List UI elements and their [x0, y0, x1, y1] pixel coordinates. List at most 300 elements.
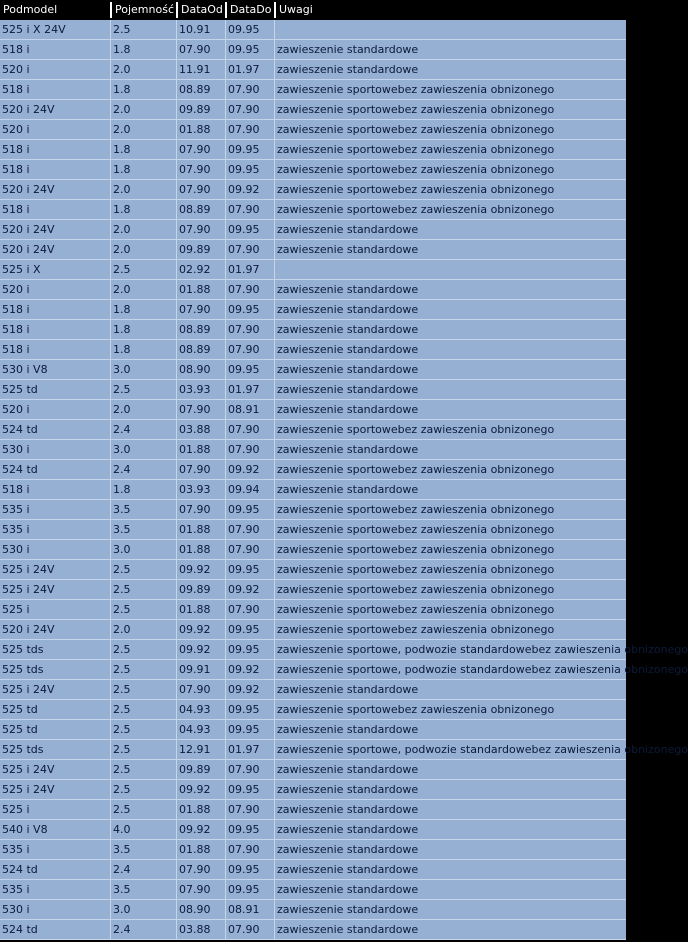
cell-podmodel[interactable]: 525 i 24V	[2, 783, 55, 796]
cell-datado[interactable]: 09.95	[228, 563, 260, 576]
cell-podmodel[interactable]: 525 i X	[2, 263, 41, 276]
cell-podmodel[interactable]: 530 i	[2, 543, 30, 556]
cell-uwagi[interactable]: zawieszenie standardowe	[277, 303, 419, 316]
table-row[interactable]	[0, 580, 626, 600]
cell-dataod[interactable]: 04.93	[179, 703, 211, 716]
table-row[interactable]	[0, 160, 626, 180]
cell-dataod[interactable]: 01.88	[179, 803, 211, 816]
cell-datado[interactable]: 09.95	[228, 43, 260, 56]
cell-dataod[interactable]: 07.90	[179, 223, 211, 236]
grid-column-divider	[274, 920, 275, 940]
cell-pojemnosc[interactable]: 3.0	[113, 443, 131, 456]
cell-uwagi[interactable]: zawieszenie standardowe	[277, 823, 419, 836]
column-header-pojemnosc[interactable]: Pojemność	[115, 3, 174, 16]
cell-datado[interactable]: 09.95	[228, 303, 260, 316]
grid-column-divider	[110, 480, 111, 500]
cell-uwagi[interactable]: zawieszenie sportowe, podwozie standardowebez zawieszenia obnizonego	[277, 743, 688, 756]
cell-podmodel[interactable]: 518 i	[2, 143, 30, 156]
table-row[interactable]	[0, 780, 626, 800]
table-row[interactable]	[0, 860, 626, 880]
cell-podmodel[interactable]: 535 i	[2, 503, 30, 516]
cell-podmodel[interactable]: 525 td	[2, 723, 38, 736]
cell-dataod[interactable]: 01.88	[179, 523, 211, 536]
cell-uwagi[interactable]: zawieszenie sportowebez zawieszenia obnizonego	[277, 583, 555, 596]
cell-uwagi[interactable]: zawieszenie sportowebez zawieszenia obnizonego	[277, 603, 555, 616]
cell-uwagi[interactable]: zawieszenie standardowe	[277, 683, 419, 696]
cell-dataod[interactable]: 07.90	[179, 863, 211, 876]
cell-datado[interactable]: 07.90	[228, 603, 260, 616]
cell-dataod[interactable]: 09.89	[179, 243, 211, 256]
cell-dataod[interactable]: 09.92	[179, 643, 211, 656]
table-row[interactable]	[0, 800, 626, 820]
cell-pojemnosc[interactable]: 2.5	[113, 603, 131, 616]
cell-uwagi[interactable]: zawieszenie standardowe	[277, 863, 419, 876]
cell-dataod[interactable]: 09.92	[179, 563, 211, 576]
cell-uwagi[interactable]: zawieszenie sportowebez zawieszenia obnizonego	[277, 563, 555, 576]
table-row[interactable]	[0, 760, 626, 780]
cell-datado[interactable]: 09.95	[228, 23, 260, 36]
cell-podmodel[interactable]: 520 i 24V	[2, 243, 55, 256]
cell-podmodel[interactable]: 520 i	[2, 403, 30, 416]
cell-pojemnosc[interactable]: 1.8	[113, 163, 131, 176]
cell-dataod[interactable]: 03.93	[179, 483, 211, 496]
cell-podmodel[interactable]: 525 td	[2, 383, 38, 396]
cell-datado[interactable]: 09.95	[228, 883, 260, 896]
table-row[interactable]	[0, 120, 626, 140]
cell-datado[interactable]: 01.97	[228, 383, 260, 396]
cell-datado[interactable]: 07.90	[228, 243, 260, 256]
cell-datado[interactable]: 07.90	[228, 423, 260, 436]
cell-dataod[interactable]: 07.90	[179, 463, 211, 476]
cell-pojemnosc[interactable]: 3.0	[113, 903, 131, 916]
cell-datado[interactable]: 07.90	[228, 283, 260, 296]
cell-pojemnosc[interactable]: 2.0	[113, 183, 131, 196]
cell-datado[interactable]: 09.92	[228, 463, 260, 476]
cell-podmodel[interactable]: 535 i	[2, 883, 30, 896]
table-row[interactable]	[0, 900, 626, 920]
cell-datado[interactable]: 07.90	[228, 203, 260, 216]
cell-pojemnosc[interactable]: 2.4	[113, 923, 131, 936]
cell-podmodel[interactable]: 535 i	[2, 523, 30, 536]
cell-datado[interactable]: 09.95	[228, 863, 260, 876]
table-row[interactable]	[0, 100, 626, 120]
cell-datado[interactable]: 01.97	[228, 263, 260, 276]
table-row[interactable]	[0, 220, 626, 240]
cell-dataod[interactable]: 09.92	[179, 823, 211, 836]
grid-column-divider	[274, 740, 275, 760]
table-row[interactable]	[0, 620, 626, 640]
cell-dataod[interactable]: 07.90	[179, 403, 211, 416]
cell-pojemnosc[interactable]: 3.0	[113, 543, 131, 556]
grid-column-divider	[176, 500, 177, 520]
cell-datado[interactable]: 09.95	[228, 163, 260, 176]
cell-uwagi[interactable]: zawieszenie standardowe	[277, 883, 419, 896]
cell-pojemnosc[interactable]: 3.0	[113, 363, 131, 376]
cell-datado[interactable]: 09.95	[228, 823, 260, 836]
column-header-dataod[interactable]: DataOd	[181, 3, 223, 16]
grid-column-divider	[274, 380, 275, 400]
cell-dataod[interactable]: 07.90	[179, 43, 211, 56]
cell-pojemnosc[interactable]: 2.0	[113, 283, 131, 296]
cell-datado[interactable]: 09.92	[228, 583, 260, 596]
cell-pojemnosc[interactable]: 3.5	[113, 503, 131, 516]
cell-dataod[interactable]: 07.90	[179, 163, 211, 176]
table-row[interactable]	[0, 880, 626, 900]
cell-pojemnosc[interactable]: 2.5	[113, 383, 131, 396]
cell-pojemnosc[interactable]: 2.4	[113, 423, 131, 436]
cell-dataod[interactable]: 09.91	[179, 663, 211, 676]
cell-uwagi[interactable]	[275, 260, 626, 280]
cell-podmodel[interactable]: 525 i 24V	[2, 763, 55, 776]
table-row[interactable]	[0, 500, 626, 520]
cell-podmodel[interactable]: 525 i X 24V	[2, 23, 66, 36]
cell-podmodel[interactable]: 518 i	[2, 203, 30, 216]
cell-uwagi[interactable]: zawieszenie sportowebez zawieszenia obnizonego	[277, 103, 555, 116]
cell-datado[interactable]: 07.90	[228, 763, 260, 776]
cell-uwagi[interactable]: zawieszenie standardowe	[277, 43, 419, 56]
cell-pojemnosc[interactable]: 3.5	[113, 883, 131, 896]
cell-podmodel[interactable]: 518 i	[2, 483, 30, 496]
cell-dataod[interactable]: 01.88	[179, 283, 211, 296]
table-row[interactable]	[0, 740, 688, 760]
table-row[interactable]	[0, 80, 626, 100]
cell-podmodel[interactable]: 518 i	[2, 83, 30, 96]
cell-podmodel[interactable]: 525 i 24V	[2, 683, 55, 696]
table-row[interactable]	[0, 560, 626, 580]
table-row[interactable]	[0, 440, 626, 460]
grid-column-divider	[225, 380, 226, 400]
table-row[interactable]	[0, 320, 626, 340]
cell-pojemnosc[interactable]: 1.8	[113, 43, 131, 56]
grid-column-divider	[274, 300, 275, 320]
cell-dataod[interactable]: 03.88	[179, 923, 211, 936]
grid-column-divider	[110, 160, 111, 180]
grid-column-divider	[110, 20, 111, 40]
grid-column-divider	[176, 720, 177, 740]
table-row[interactable]	[0, 20, 626, 40]
cell-datado[interactable]: 07.90	[228, 443, 260, 456]
table-row[interactable]	[0, 480, 626, 500]
table-row[interactable]	[0, 360, 626, 380]
cell-podmodel[interactable]: 535 i	[2, 843, 30, 856]
cell-datado[interactable]: 01.97	[228, 63, 260, 76]
table-row[interactable]	[0, 700, 626, 720]
table-row[interactable]	[0, 600, 626, 620]
cell-dataod[interactable]: 03.93	[179, 383, 211, 396]
cell-uwagi[interactable]: zawieszenie standardowe	[277, 283, 419, 296]
cell-podmodel[interactable]: 525 i	[2, 603, 30, 616]
cell-pojemnosc[interactable]: 2.5	[113, 643, 131, 656]
cell-pojemnosc[interactable]: 1.8	[113, 343, 131, 356]
cell-datado[interactable]: 09.95	[228, 643, 260, 656]
cell-dataod[interactable]: 09.92	[179, 623, 211, 636]
cell-podmodel[interactable]: 520 i 24V	[2, 623, 55, 636]
cell-uwagi[interactable]	[275, 20, 626, 40]
cell-podmodel[interactable]: 525 tds	[2, 643, 44, 656]
cell-podmodel[interactable]: 530 i	[2, 443, 30, 456]
cell-podmodel[interactable]: 525 tds	[2, 743, 44, 756]
cell-uwagi[interactable]: zawieszenie standardowe	[277, 483, 419, 496]
cell-pojemnosc[interactable]: 2.0	[113, 223, 131, 236]
cell-datado[interactable]: 09.94	[228, 483, 260, 496]
cell-podmodel[interactable]: 525 tds	[2, 663, 44, 676]
cell-pojemnosc[interactable]: 2.0	[113, 123, 131, 136]
table-row[interactable]	[0, 820, 626, 840]
cell-datado[interactable]: 09.95	[228, 503, 260, 516]
cell-dataod[interactable]: 03.88	[179, 423, 211, 436]
cell-datado[interactable]: 07.90	[228, 123, 260, 136]
table-row[interactable]	[0, 720, 626, 740]
cell-podmodel[interactable]: 524 td	[2, 923, 38, 936]
cell-podmodel[interactable]: 530 i V8	[2, 363, 48, 376]
table-row[interactable]	[0, 40, 626, 60]
cell-dataod[interactable]: 09.89	[179, 763, 211, 776]
cell-uwagi[interactable]: zawieszenie sportowe, podwozie standardowebez zawieszenia obnizonego	[277, 663, 688, 676]
cell-uwagi[interactable]: zawieszenie sportowebez zawieszenia obnizonego	[277, 623, 555, 636]
table-row[interactable]	[0, 180, 626, 200]
cell-datado[interactable]: 09.95	[228, 363, 260, 376]
cell-pojemnosc[interactable]: 2.0	[113, 103, 131, 116]
cell-dataod[interactable]: 10.91	[179, 23, 211, 36]
cell-pojemnosc[interactable]: 2.5	[113, 583, 131, 596]
table-row[interactable]	[0, 300, 626, 320]
cell-pojemnosc[interactable]: 3.5	[113, 523, 131, 536]
cell-uwagi[interactable]: zawieszenie standardowe	[277, 323, 419, 336]
cell-dataod[interactable]: 07.90	[179, 683, 211, 696]
cell-podmodel[interactable]: 520 i	[2, 283, 30, 296]
cell-datado[interactable]: 08.91	[228, 403, 260, 416]
grid-column-divider	[110, 280, 111, 300]
cell-dataod[interactable]: 08.89	[179, 343, 211, 356]
cell-datado[interactable]: 07.90	[228, 803, 260, 816]
grid-column-divider	[110, 540, 111, 560]
table-row[interactable]	[0, 340, 626, 360]
cell-datado[interactable]: 09.95	[228, 223, 260, 236]
table-row[interactable]	[0, 660, 688, 680]
cell-podmodel[interactable]: 524 td	[2, 463, 38, 476]
cell-uwagi[interactable]: zawieszenie sportowebez zawieszenia obnizonego	[277, 543, 555, 556]
cell-uwagi[interactable]: zawieszenie sportowebez zawieszenia obnizonego	[277, 703, 555, 716]
cell-uwagi[interactable]: zawieszenie standardowe	[277, 363, 419, 376]
cell-pojemnosc[interactable]: 2.0	[113, 403, 131, 416]
cell-podmodel[interactable]: 520 i 24V	[2, 103, 55, 116]
table-row[interactable]	[0, 380, 626, 400]
cell-dataod[interactable]: 01.88	[179, 123, 211, 136]
cell-pojemnosc[interactable]: 2.5	[113, 743, 131, 756]
cell-dataod[interactable]: 08.90	[179, 363, 211, 376]
cell-dataod[interactable]: 08.89	[179, 203, 211, 216]
cell-uwagi[interactable]: zawieszenie standardowe	[277, 723, 419, 736]
table-row[interactable]	[0, 680, 626, 700]
cell-dataod[interactable]: 01.88	[179, 843, 211, 856]
cell-dataod[interactable]: 07.90	[179, 883, 211, 896]
cell-pojemnosc[interactable]: 1.8	[113, 203, 131, 216]
cell-dataod[interactable]: 01.88	[179, 443, 211, 456]
table-row[interactable]	[0, 460, 626, 480]
cell-pojemnosc[interactable]: 2.0	[113, 63, 131, 76]
cell-uwagi[interactable]: zawieszenie standardowe	[277, 383, 419, 396]
cell-podmodel[interactable]: 525 i 24V	[2, 563, 55, 576]
cell-podmodel[interactable]: 525 i	[2, 803, 30, 816]
cell-uwagi[interactable]: zawieszenie standardowe	[277, 223, 419, 236]
cell-pojemnosc[interactable]: 2.4	[113, 463, 131, 476]
table-row[interactable]	[0, 400, 626, 420]
column-header-uwagi[interactable]: Uwagi	[279, 3, 313, 16]
grid-column-divider	[225, 260, 226, 280]
cell-datado[interactable]: 07.90	[228, 323, 260, 336]
cell-datado[interactable]: 07.90	[228, 923, 260, 936]
cell-pojemnosc[interactable]: 2.5	[113, 23, 131, 36]
cell-podmodel[interactable]: 520 i	[2, 63, 30, 76]
cell-dataod[interactable]: 08.90	[179, 903, 211, 916]
cell-podmodel[interactable]: 520 i	[2, 123, 30, 136]
cell-pojemnosc[interactable]: 1.8	[113, 83, 131, 96]
cell-podmodel[interactable]: 525 i 24V	[2, 583, 55, 596]
table-row[interactable]	[0, 840, 626, 860]
table-row[interactable]	[0, 640, 688, 660]
grid-column-divider	[110, 220, 111, 240]
cell-uwagi[interactable]: zawieszenie sportowebez zawieszenia obnizonego	[277, 123, 555, 136]
cell-dataod[interactable]: 07.90	[179, 183, 211, 196]
cell-pojemnosc[interactable]: 2.4	[113, 863, 131, 876]
cell-uwagi[interactable]: zawieszenie standardowe	[277, 403, 419, 416]
cell-dataod[interactable]: 02.92	[179, 263, 211, 276]
cell-podmodel[interactable]: 520 i 24V	[2, 223, 55, 236]
grid-column-divider	[110, 680, 111, 700]
cell-pojemnosc[interactable]: 2.5	[113, 663, 131, 676]
cell-pojemnosc[interactable]: 2.5	[113, 263, 131, 276]
grid-column-divider	[274, 100, 275, 120]
cell-podmodel[interactable]: 518 i	[2, 323, 30, 336]
cell-dataod[interactable]: 07.90	[179, 143, 211, 156]
cell-datado[interactable]: 07.90	[228, 843, 260, 856]
table-row[interactable]	[0, 540, 626, 560]
cell-podmodel[interactable]: 518 i	[2, 43, 30, 56]
table-row[interactable]	[0, 200, 626, 220]
cell-uwagi[interactable]: zawieszenie standardowe	[277, 843, 419, 856]
cell-datado[interactable]: 09.95	[228, 703, 260, 716]
cell-datado[interactable]: 07.90	[228, 523, 260, 536]
cell-uwagi[interactable]: zawieszenie sportowebez zawieszenia obnizonego	[277, 463, 555, 476]
cell-datado[interactable]: 07.90	[228, 543, 260, 556]
table-row[interactable]	[0, 280, 626, 300]
cell-podmodel[interactable]: 518 i	[2, 343, 30, 356]
column-header-datado[interactable]: DataDo	[230, 3, 272, 16]
cell-podmodel[interactable]: 520 i 24V	[2, 183, 55, 196]
cell-dataod[interactable]: 11.91	[179, 63, 211, 76]
cell-pojemnosc[interactable]: 2.5	[113, 763, 131, 776]
cell-uwagi[interactable]: zawieszenie standardowe	[277, 803, 419, 816]
table-row[interactable]	[0, 60, 626, 80]
table-row[interactable]	[0, 140, 626, 160]
cell-datado[interactable]: 09.95	[228, 143, 260, 156]
cell-uwagi[interactable]: zawieszenie sportowebez zawieszenia obnizonego	[277, 143, 555, 156]
cell-uwagi[interactable]: zawieszenie standardowe	[277, 783, 419, 796]
cell-datado[interactable]: 09.92	[228, 663, 260, 676]
cell-pojemnosc[interactable]: 1.8	[113, 143, 131, 156]
cell-pojemnosc[interactable]: 1.8	[113, 303, 131, 316]
cell-datado[interactable]: 07.90	[228, 83, 260, 96]
cell-datado[interactable]: 08.91	[228, 903, 260, 916]
cell-datado[interactable]: 09.92	[228, 683, 260, 696]
cell-uwagi[interactable]: zawieszenie sportowe, podwozie standardowebez zawieszenia obnizonego	[277, 643, 688, 656]
cell-dataod[interactable]: 09.89	[179, 583, 211, 596]
cell-pojemnosc[interactable]: 2.0	[113, 243, 131, 256]
cell-pojemnosc[interactable]: 3.5	[113, 843, 131, 856]
cell-uwagi[interactable]: zawieszenie sportowebez zawieszenia obnizonego	[277, 163, 555, 176]
cell-uwagi[interactable]: zawieszenie sportowebez zawieszenia obnizonego	[277, 83, 555, 96]
cell-datado[interactable]: 09.95	[228, 783, 260, 796]
grid-column-divider	[110, 300, 111, 320]
cell-datado[interactable]: 09.92	[228, 183, 260, 196]
cell-dataod[interactable]: 12.91	[179, 743, 211, 756]
table-row[interactable]	[0, 260, 626, 280]
cell-podmodel[interactable]: 540 i V8	[2, 823, 48, 836]
cell-uwagi[interactable]: zawieszenie sportowebez zawieszenia obnizonego	[277, 203, 555, 216]
cell-uwagi[interactable]: zawieszenie standardowe	[277, 343, 419, 356]
cell-datado[interactable]: 01.97	[228, 743, 260, 756]
cell-dataod[interactable]: 07.90	[179, 503, 211, 516]
cell-uwagi[interactable]: zawieszenie sportowebez zawieszenia obnizonego	[277, 503, 555, 516]
cell-uwagi[interactable]: zawieszenie sportowebez zawieszenia obnizonego	[277, 523, 555, 536]
cell-pojemnosc[interactable]: 1.8	[113, 483, 131, 496]
cell-uwagi[interactable]: zawieszenie standardowe	[277, 923, 419, 936]
cell-uwagi[interactable]: zawieszenie standardowe	[277, 63, 419, 76]
cell-pojemnosc[interactable]: 1.8	[113, 323, 131, 336]
cell-podmodel[interactable]: 518 i	[2, 303, 30, 316]
cell-dataod[interactable]: 08.89	[179, 83, 211, 96]
cell-podmodel[interactable]: 524 td	[2, 423, 38, 436]
cell-uwagi[interactable]: zawieszenie standardowe	[277, 243, 419, 256]
cell-dataod[interactable]: 01.88	[179, 543, 211, 556]
cell-pojemnosc[interactable]: 2.5	[113, 723, 131, 736]
cell-dataod[interactable]: 09.89	[179, 103, 211, 116]
cell-pojemnosc[interactable]: 2.5	[113, 683, 131, 696]
cell-podmodel[interactable]: 524 td	[2, 863, 38, 876]
cell-datado[interactable]: 07.90	[228, 343, 260, 356]
cell-podmodel[interactable]: 530 i	[2, 903, 30, 916]
cell-pojemnosc[interactable]: 2.0	[113, 623, 131, 636]
cell-pojemnosc[interactable]: 4.0	[113, 823, 131, 836]
table-row[interactable]	[0, 240, 626, 260]
cell-pojemnosc[interactable]: 2.5	[113, 783, 131, 796]
cell-datado[interactable]: 09.95	[228, 623, 260, 636]
grid-column-divider	[176, 160, 177, 180]
column-header-podmodel[interactable]: Podmodel	[3, 3, 58, 16]
cell-podmodel[interactable]: 518 i	[2, 163, 30, 176]
cell-uwagi[interactable]: zawieszenie standardowe	[277, 763, 419, 776]
cell-uwagi[interactable]: zawieszenie sportowebez zawieszenia obnizonego	[277, 423, 555, 436]
cell-pojemnosc[interactable]: 2.5	[113, 703, 131, 716]
cell-podmodel[interactable]: 525 td	[2, 703, 38, 716]
cell-pojemnosc[interactable]: 2.5	[113, 563, 131, 576]
cell-dataod[interactable]: 07.90	[179, 303, 211, 316]
cell-dataod[interactable]: 04.93	[179, 723, 211, 736]
cell-pojemnosc[interactable]: 2.5	[113, 803, 131, 816]
table-row[interactable]	[0, 420, 626, 440]
cell-uwagi[interactable]: zawieszenie sportowebez zawieszenia obnizonego	[277, 183, 555, 196]
cell-dataod[interactable]: 01.88	[179, 603, 211, 616]
grid-body	[0, 20, 688, 940]
cell-datado[interactable]: 07.90	[228, 103, 260, 116]
table-row[interactable]	[0, 920, 626, 940]
cell-uwagi[interactable]: zawieszenie standardowe	[277, 903, 419, 916]
cell-dataod[interactable]: 09.92	[179, 783, 211, 796]
table-row[interactable]	[0, 520, 626, 540]
cell-dataod[interactable]: 08.89	[179, 323, 211, 336]
cell-datado[interactable]: 09.95	[228, 723, 260, 736]
cell-uwagi[interactable]: zawieszenie standardowe	[277, 443, 419, 456]
